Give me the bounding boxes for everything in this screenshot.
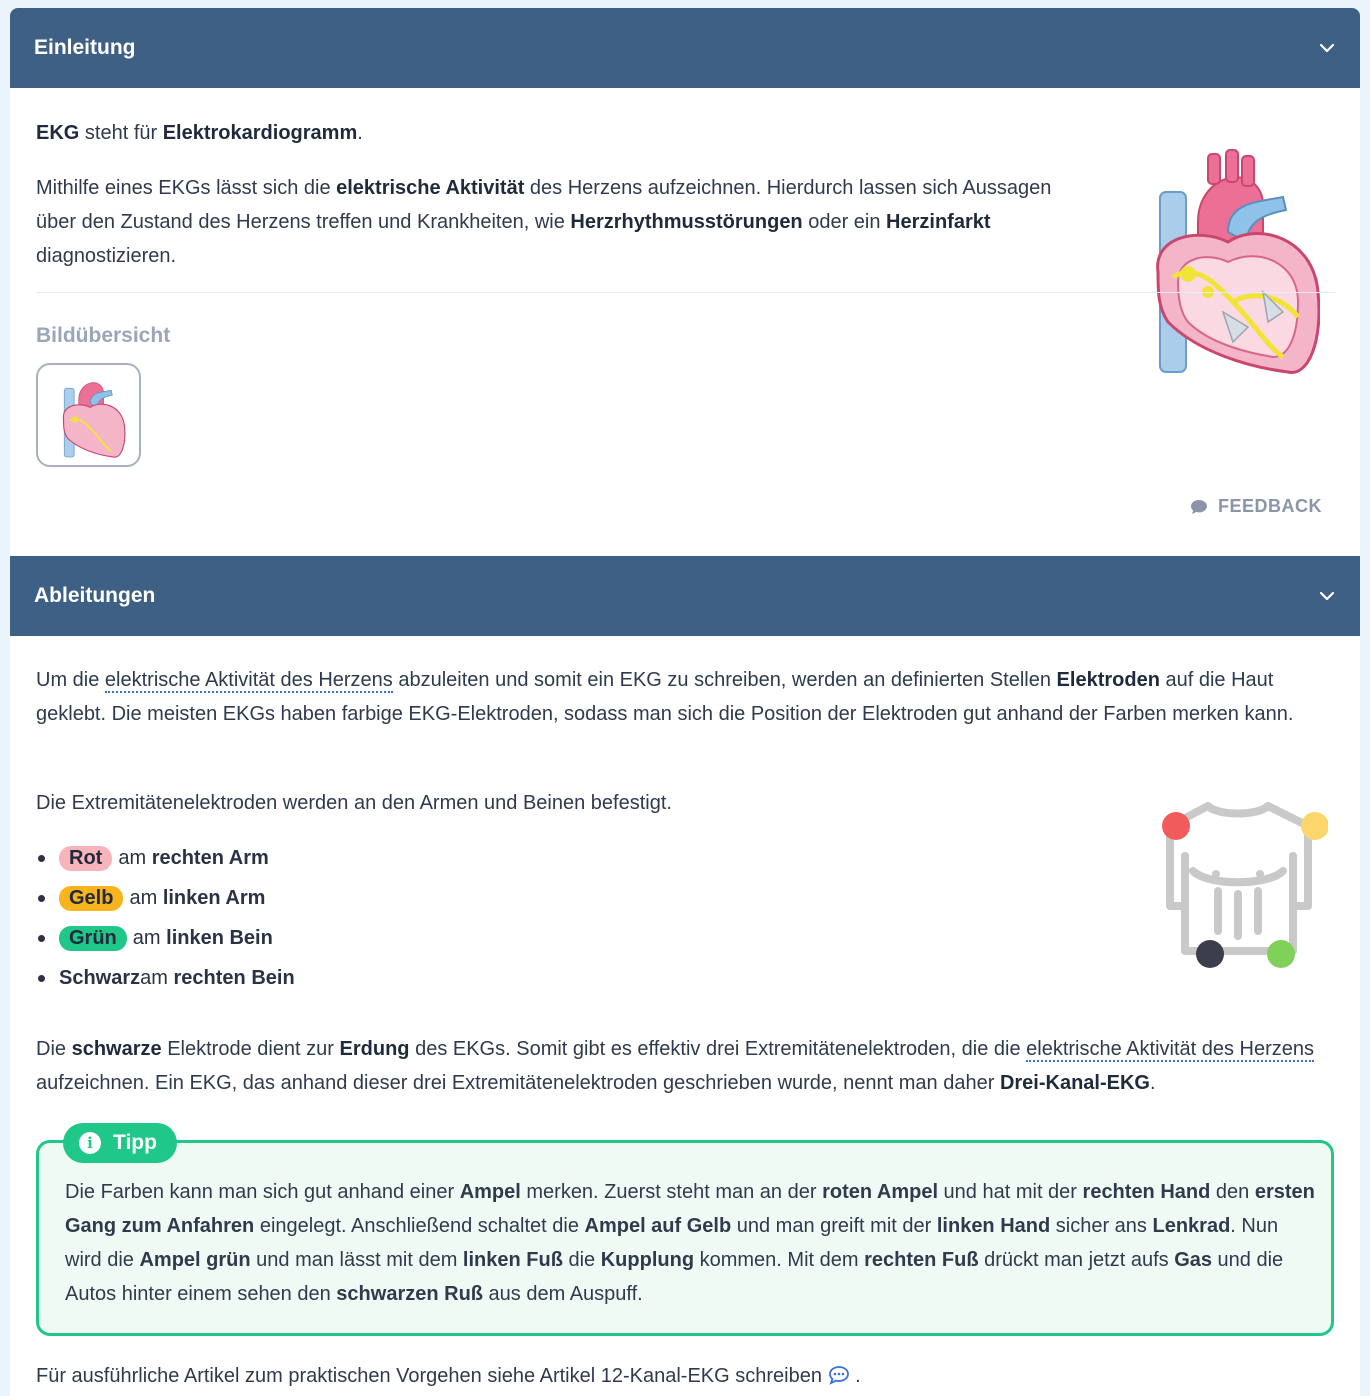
section-einleitung <box>10 8 1360 556</box>
chat-icon[interactable] <box>828 1365 850 1385</box>
ableitungen-paragraph-3: Die schwarze Elektrode dient zur Erdung des EKGs. Somit gibt es effektiv drei Extremitätenelektroden, die die elektrische Aktivität des Herzens aufzeichnen. Ein EKG, das anhand dieser drei Extremitätenelektroden geschrieben wurde, nennt man daher Drei-Kanal-EKG. <box>36 1038 1315 1094</box>
color-tag-green: Grün <box>59 926 127 951</box>
info-icon: i <box>79 1132 101 1154</box>
electrode-placement-image[interactable] <box>1148 786 1328 976</box>
color-tag-yellow: Gelb <box>59 886 123 911</box>
tip-box <box>36 1131 1334 1336</box>
ableitungen-paragraph-2: Die Extremitätenelektroden werden an den Armen und Beinen befestigt. <box>36 792 672 814</box>
tip-text: Die Farben kann man sich gut anhand einer Ampel merken. Zuerst steht man an der roten Ampel und hat mit der rechten Hand den ersten Gang zum Anfahren eingelegt. Anschließend schaltet die Ampel auf Gelb und man greift mit der linken Hand sicher ans Lenkrad. Nun wird die Ampel grün und man lässt mit dem linken Fuß die Kupplung kommen. Mit dem rechten Fuß drückt man jetzt aufs Gas und die Autos hinter einem sehen den schwarzen Ruß aus dem Auspuff. <box>65 1181 1315 1305</box>
section-title: Einleitung <box>34 36 136 59</box>
speech-bubble-icon <box>1190 499 1208 515</box>
section-header-einleitung[interactable] <box>10 8 1360 88</box>
tip-label: Tipp <box>113 1131 157 1154</box>
color-tag-red: Rot <box>59 846 112 871</box>
gallery-title: Bildübersicht <box>36 324 171 347</box>
heart-anatomy-image[interactable] <box>1138 142 1320 378</box>
intro-paragraph-1: EKG steht für Elektrokardiogramm. <box>36 122 363 144</box>
feedback-button[interactable] <box>1190 496 1322 517</box>
chevron-down-icon[interactable] <box>1318 39 1336 57</box>
list-item: Grün am linken Bein <box>36 918 295 958</box>
glossary-link[interactable]: elektrische Aktivität des Herzens <box>1026 1038 1315 1060</box>
glossary-link[interactable]: elektrische Aktivität des Herzens <box>104 669 393 691</box>
feedback-label: FEEDBACK <box>1218 496 1323 516</box>
list-item: Schwarz am rechten Bein <box>36 958 295 998</box>
gallery-thumbnail[interactable] <box>36 363 141 467</box>
section-header-ableitungen[interactable] <box>10 556 1360 636</box>
chevron-down-icon[interactable] <box>1318 587 1336 605</box>
tip-badge <box>63 1123 177 1163</box>
color-label-black: Schwarz <box>59 966 141 989</box>
heart-thumbnail-image <box>38 365 139 465</box>
footer-paragraph: Für ausführliche Artikel zum praktischen Vorgehen siehe Artikel 12-Kanal-EKG schreiben . <box>36 1365 861 1387</box>
intro-paragraph-2: Mithilfe eines EKGs lässt sich die elektrische Aktivität des Herzens aufzeichnen. Hierdurch lassen sich Aussagen über den Zustand des Herzens treffen und Krankheiten, wie Herzrhythmusstörungen oder ein Herzinfarkt diagnostizieren. <box>36 177 1052 267</box>
divider <box>36 292 1336 293</box>
ableitungen-paragraph-1: Um die elektrische Aktivität des Herzens abzuleiten und somit ein EKG zu schreiben, werden an definierten Stellen Elektroden auf die Haut geklebt. Die meisten EKGs haben farbige EKG-Elektroden, sodass man sich die Position der Elektroden gut anhand der Farben merken kann. <box>36 669 1294 725</box>
list-item: Rot am rechten Arm <box>36 838 295 878</box>
section-ableitungen <box>10 556 1360 1396</box>
section-title: Ableitungen <box>34 584 156 607</box>
list-item: Gelb am linken Arm <box>36 878 295 918</box>
electrode-list <box>36 838 295 998</box>
